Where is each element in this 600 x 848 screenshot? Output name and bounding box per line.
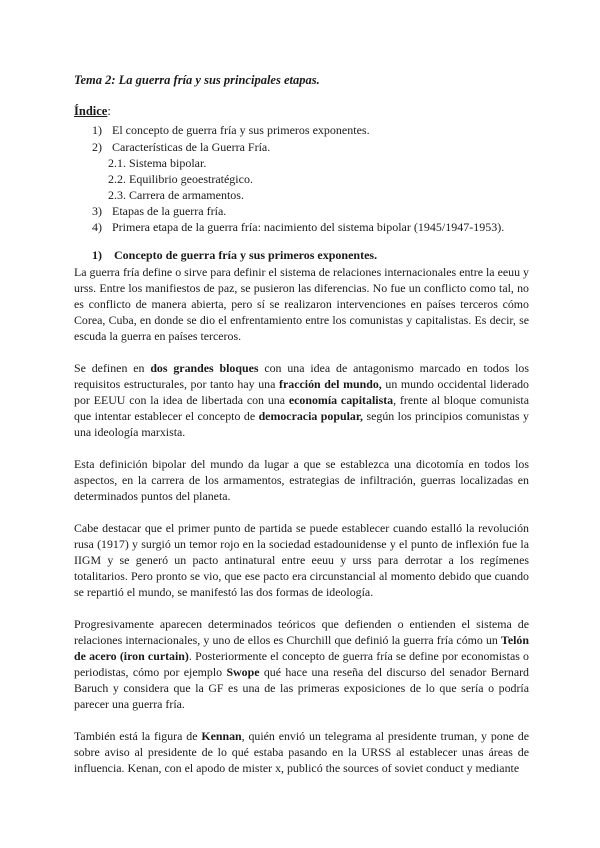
paragraph-5 <box>74 616 529 712</box>
index-subitem <box>108 172 253 187</box>
index-subitem <box>108 156 206 171</box>
text-run: Progresivamente aparecen determinados teóricos que defienden o entienden el sistema de relaciones internacionales, y uno de ellos es Churchill que definió la guerra fría cómo un <box>74 617 529 647</box>
index-heading-label: Índice <box>74 104 108 118</box>
text-run: También está la figura de <box>74 729 202 743</box>
bold-term: Swope <box>226 665 260 679</box>
index-item-text: El concepto de guerra fría y sus primeros exponentes. <box>112 123 370 137</box>
text-run: un mundo occidental liderado por EEUU con la idea de libertada con una <box>74 377 529 407</box>
text-run: . Posteriormente el concepto de guerra fría se define por economistas o periodistas, cómo por ejemplo <box>74 649 530 679</box>
document-title: Tema 2: La guerra fría y sus principales etapas. <box>74 73 320 87</box>
paragraph-2 <box>74 360 529 440</box>
index-item <box>92 123 370 138</box>
section-heading <box>92 248 377 263</box>
text-run: , frente al bloque comunista que intentar establecer el concepto de <box>74 393 530 423</box>
index-subitem <box>108 188 244 203</box>
index-item-text: Etapas de la guerra fría. <box>112 204 227 218</box>
index-item <box>92 140 270 155</box>
paragraph-4: Cabe destacar que el primer punto de partida se puede establecer cuando estalló la revolución rusa (1917) y surgió un temor rojo en la sociedad estadounidense y el punto de inflexión fue la IIGM y se generó un pacto antinatural entre eeuu y urss para derrotar a los regímenes totalitarios. Pero pronto se vio, que ese pacto era circunstancial al momento debido que cuando se repartió el mundo, se manifestó las dos formas de ideología. <box>74 521 529 599</box>
paragraph-1: La guerra fría define o sirve para definir el sistema de relaciones internacionales entre la eeuu y urss. Entre los manifiestos de paz, se pusieron las diferencias. No fue un conflicto como tal, no es conflicto de manera abierta, pero sí se realizaron intervenciones en países terceros cómo Corea, Cuba, en donde se dio el enfrentamiento entre los comunistas y capitalistas. Es decir, se escuda la guerra en países terceros. <box>74 265 529 343</box>
text-run: , quién envió un telegrama al presidente truman, y pone de sobre aviso al presidente de lo qué estaba pasando en la URSS al establecer unas áreas de influencia. Kenan, con el apodo de mister x, publicó the sources of soviet conduct y mediante <box>74 729 529 775</box>
index-item-text: Características de la Guerra Fría. <box>112 140 271 154</box>
index-item-text: 2.3. Carrera de armamentos. <box>108 188 244 202</box>
bold-term: dos grandes bloques <box>150 361 259 375</box>
paragraph-6 <box>74 728 529 776</box>
index-item <box>92 220 504 235</box>
index-heading-colon: : <box>107 104 111 118</box>
bold-term: economía capitalista <box>288 393 394 407</box>
text-run: según los principios comunistas y una ideología marxista. <box>74 409 529 439</box>
index-item-number: 2) <box>92 140 102 154</box>
index-item-text: Primera etapa de la guerra fría: nacimiento del sistema bipolar (1945/1947-1953). <box>112 220 505 234</box>
index-item-text: 2.2. Equilibrio geoestratégico. <box>108 172 253 186</box>
text-run: qué hace una reseña del discurso del senador Bernard Baruch y considera que la GF es una de las primeras exposiciones de lo que sería o podría parecer una guerra fría. <box>74 665 529 711</box>
index-item-number: 3) <box>92 204 102 218</box>
bold-term: democracia popular, <box>258 409 363 423</box>
index-item-text: 2.1. Sistema bipolar. <box>108 156 207 170</box>
index-item-number: 4) <box>92 220 102 234</box>
index-item-number: 1) <box>92 123 102 137</box>
bold-term: fracción del mundo, <box>279 377 382 391</box>
text-run: con una idea de antagonismo marcado en todos los requisitos estructurales, por tanto hay una <box>74 361 530 391</box>
section-title: Concepto de guerra fría y sus primeros exponentes. <box>114 248 378 262</box>
text-run: Se definen en <box>74 361 151 375</box>
bold-term: Kennan <box>201 729 242 743</box>
bold-term: Telón de acero (iron curtain) <box>74 633 529 663</box>
index-item <box>92 204 226 219</box>
index-heading <box>74 104 111 119</box>
section-number: 1) <box>92 248 102 262</box>
paragraph-3: Esta definición bipolar del mundo da lugar a que se establezca una dicotomía en todos los aspectos, en la carrera de los armamentos, estrategias de infiltración, guerras localizadas en determinados puntos del planeta. <box>74 457 529 503</box>
